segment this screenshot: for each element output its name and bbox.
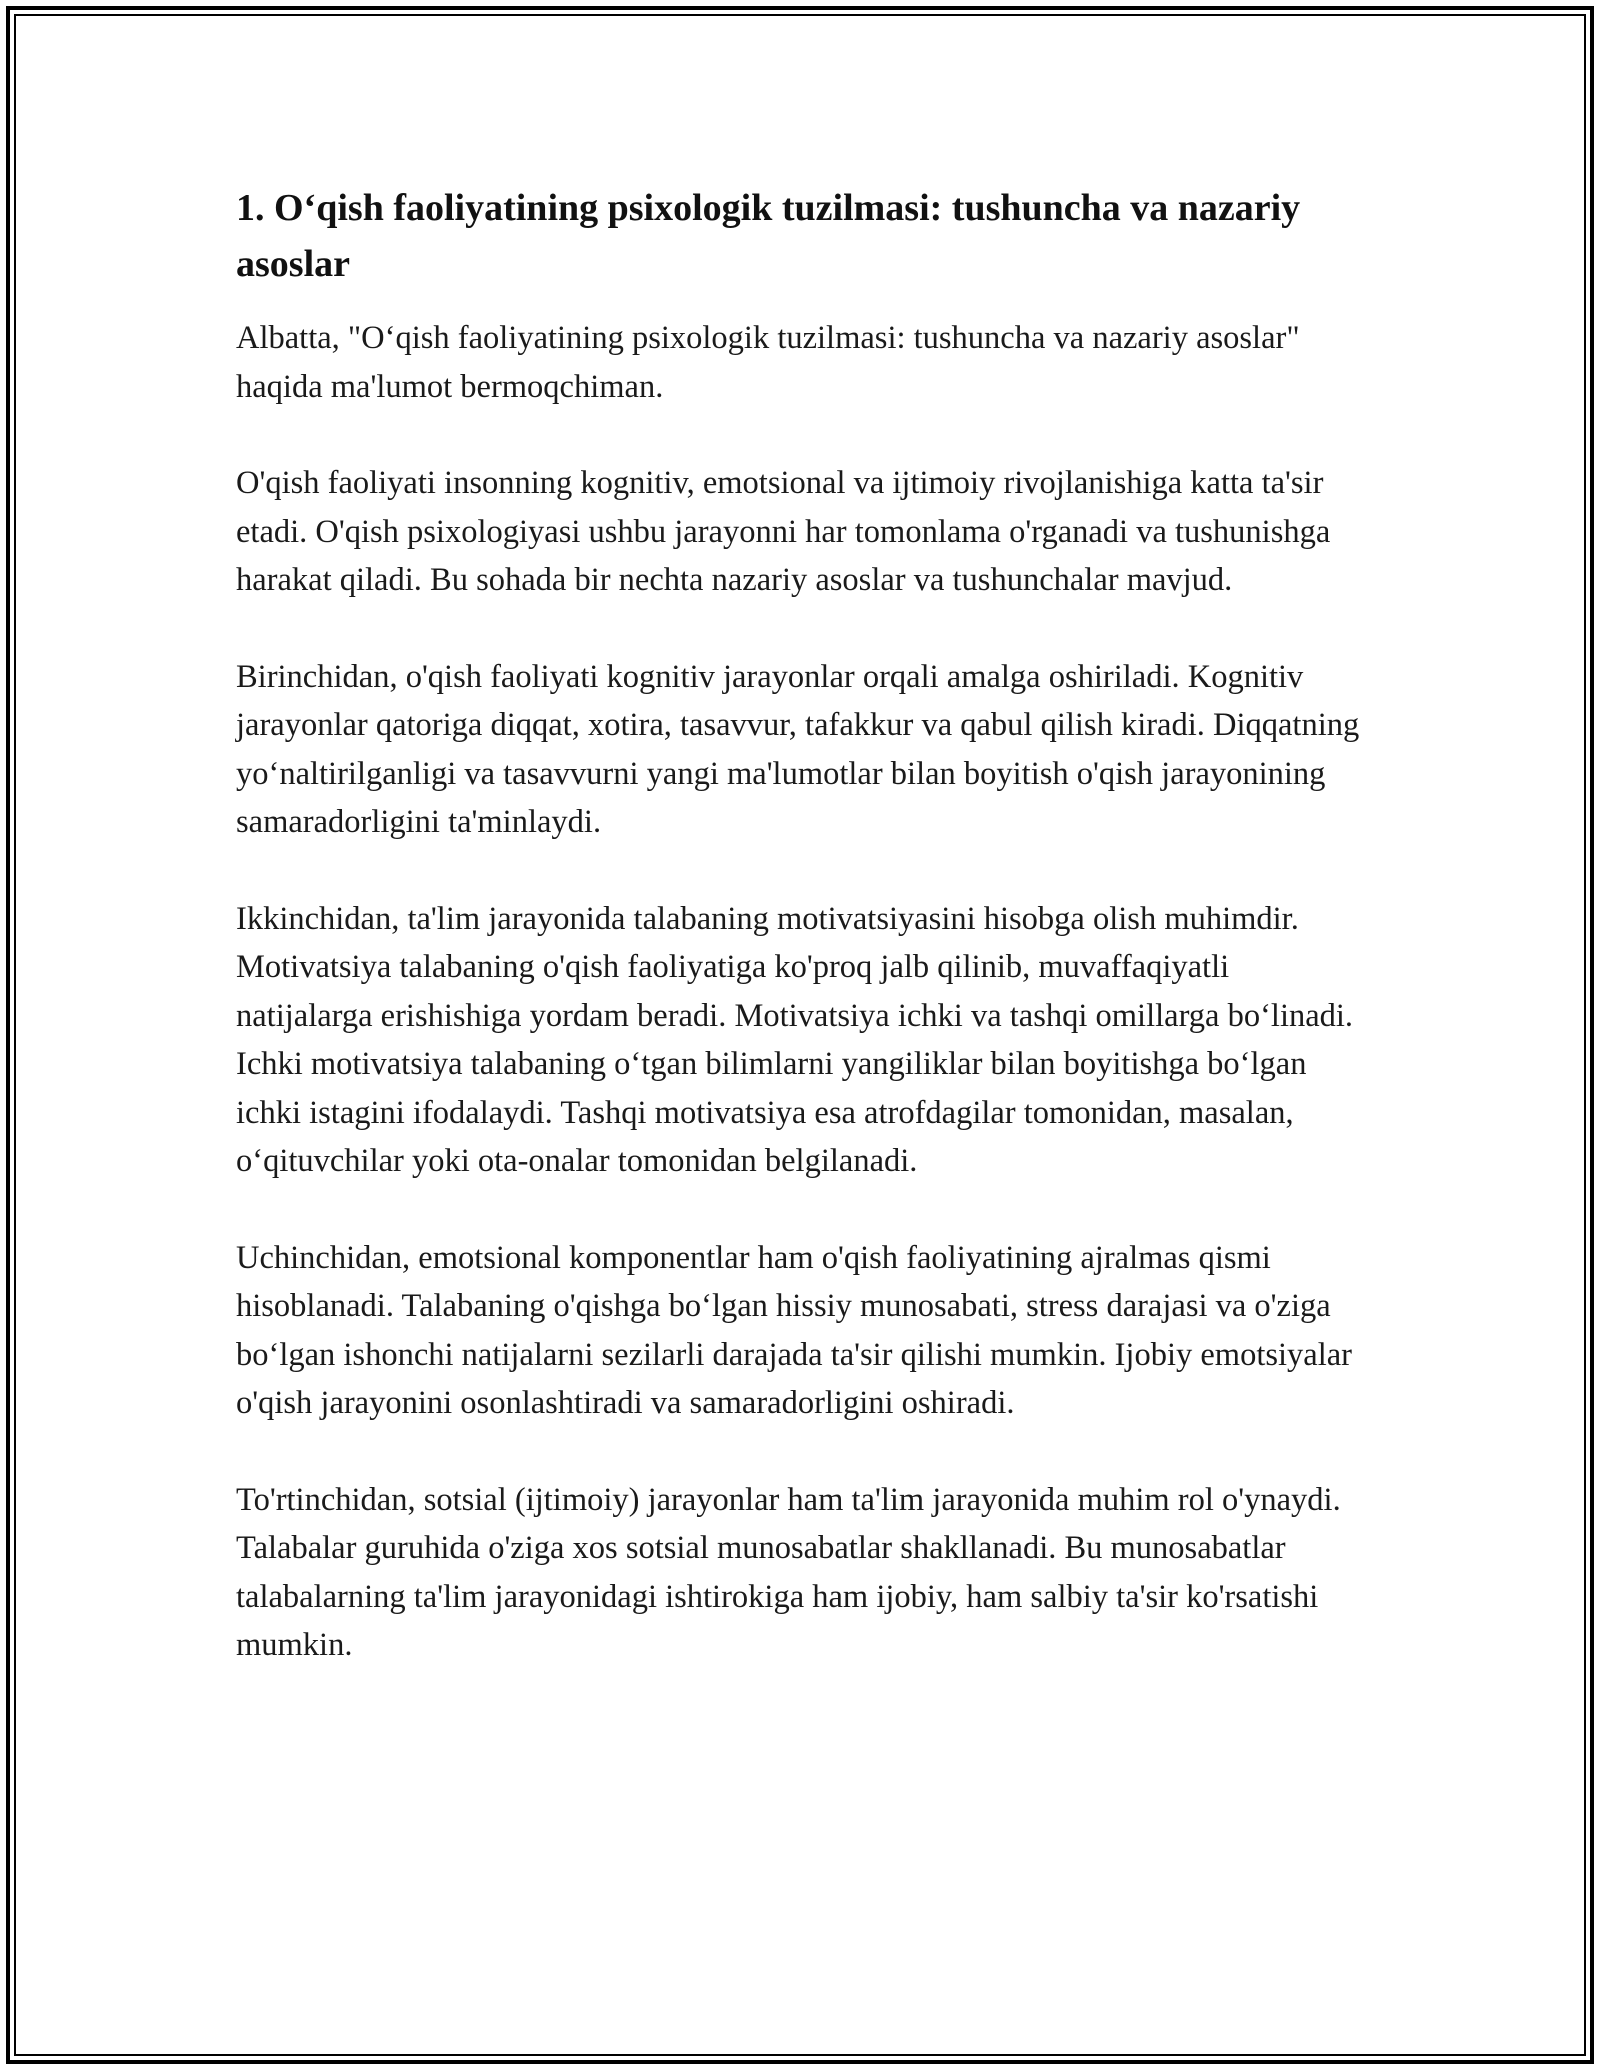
document-body [236,180,1371,1718]
emotional-paragraph: Uchinchidan, emotsional komponentlar ham o'qish faoliyatining ajralmas qismi hisoblanadi. Talabaning o'qishga bo‘lgan hissiy munosabati, stress darajasi va o'ziga bo‘lgan ishonchi natijalarni sezilarli darajada ta'sir qilishi mumkin. Ijobiy emotsiyalar o'qish jarayonini osonlashtiradi va samaradorligini oshiradi. [236,1239,1352,1421]
cognitive-paragraph: Birinchidan, o'qish faoliyati kognitiv jarayonlar orqali amalga oshiriladi. Kognitiv jarayonlar qatoriga diqqat, xotira, tasavvur, tafakkur va qabul qilish kiradi. Diqqatning yo‘naltirilganligi va tasavvurni yangi ma'lumotlar bilan boyitish o'qish jarayonining samaradorligini ta'minlaydi. [236,658,1360,840]
intro-paragraph: Albatta, "O‘qish faoliyatining psixologik tuzilmasi: tushuncha va nazariy asoslar" haqida ma'lumot bermoqchiman. [236,320,1300,405]
social-paragraph: To'rtinchidan, sotsial (ijtimoiy) jarayonlar ham ta'lim jarayonida muhim rol o'ynaydi. Talabalar guruhida o'ziga xos sotsial munosabatlar shakllanadi. Bu munosabatlar talabalarning ta'lim jarayonidagi ishtirokiga ham ijobiy, ham salbiy ta'sir ko'rsatishi mumkin. [236,1481,1341,1663]
motivation-paragraph: Ikkinchidan, ta'lim jarayonida talabaning motivatsiyasini hisobga olish muhimdir. Motivatsiya talabaning o'qish faoliyatiga ko'proq jalb qilinib, muvaffaqiyatli natijalarga erishishiga yordam beradi. Motivatsiya ichki va tashqi omillarga bo‘linadi. Ichki motivatsiya talabaning o‘tgan bilimlarni yangiliklar bilan boyitishga bo‘lgan ichki istagini ifodalaydi. Tashqi motivatsiya esa atrofdagilar tomonidan, masalan, o‘qituvchilar yoki ota-onalar tomonidan belgilanadi. [236,900,1354,1179]
section-heading: 1. O‘qish faoliyatining psixologik tuzilmasi: tushuncha va nazariy asoslar [236,187,1301,285]
overview-paragraph: O'qish faoliyati insonning kognitiv, emotsional va ijtimoiy rivojlanishiga katta ta'sir etadi. O'qish psixologiyasi ushbu jarayonni har tomonlama o'rganadi va tushunishga harakat qiladi. Bu sohada bir nechta nazariy asoslar va tushunchalar mavjud. [236,465,1331,598]
